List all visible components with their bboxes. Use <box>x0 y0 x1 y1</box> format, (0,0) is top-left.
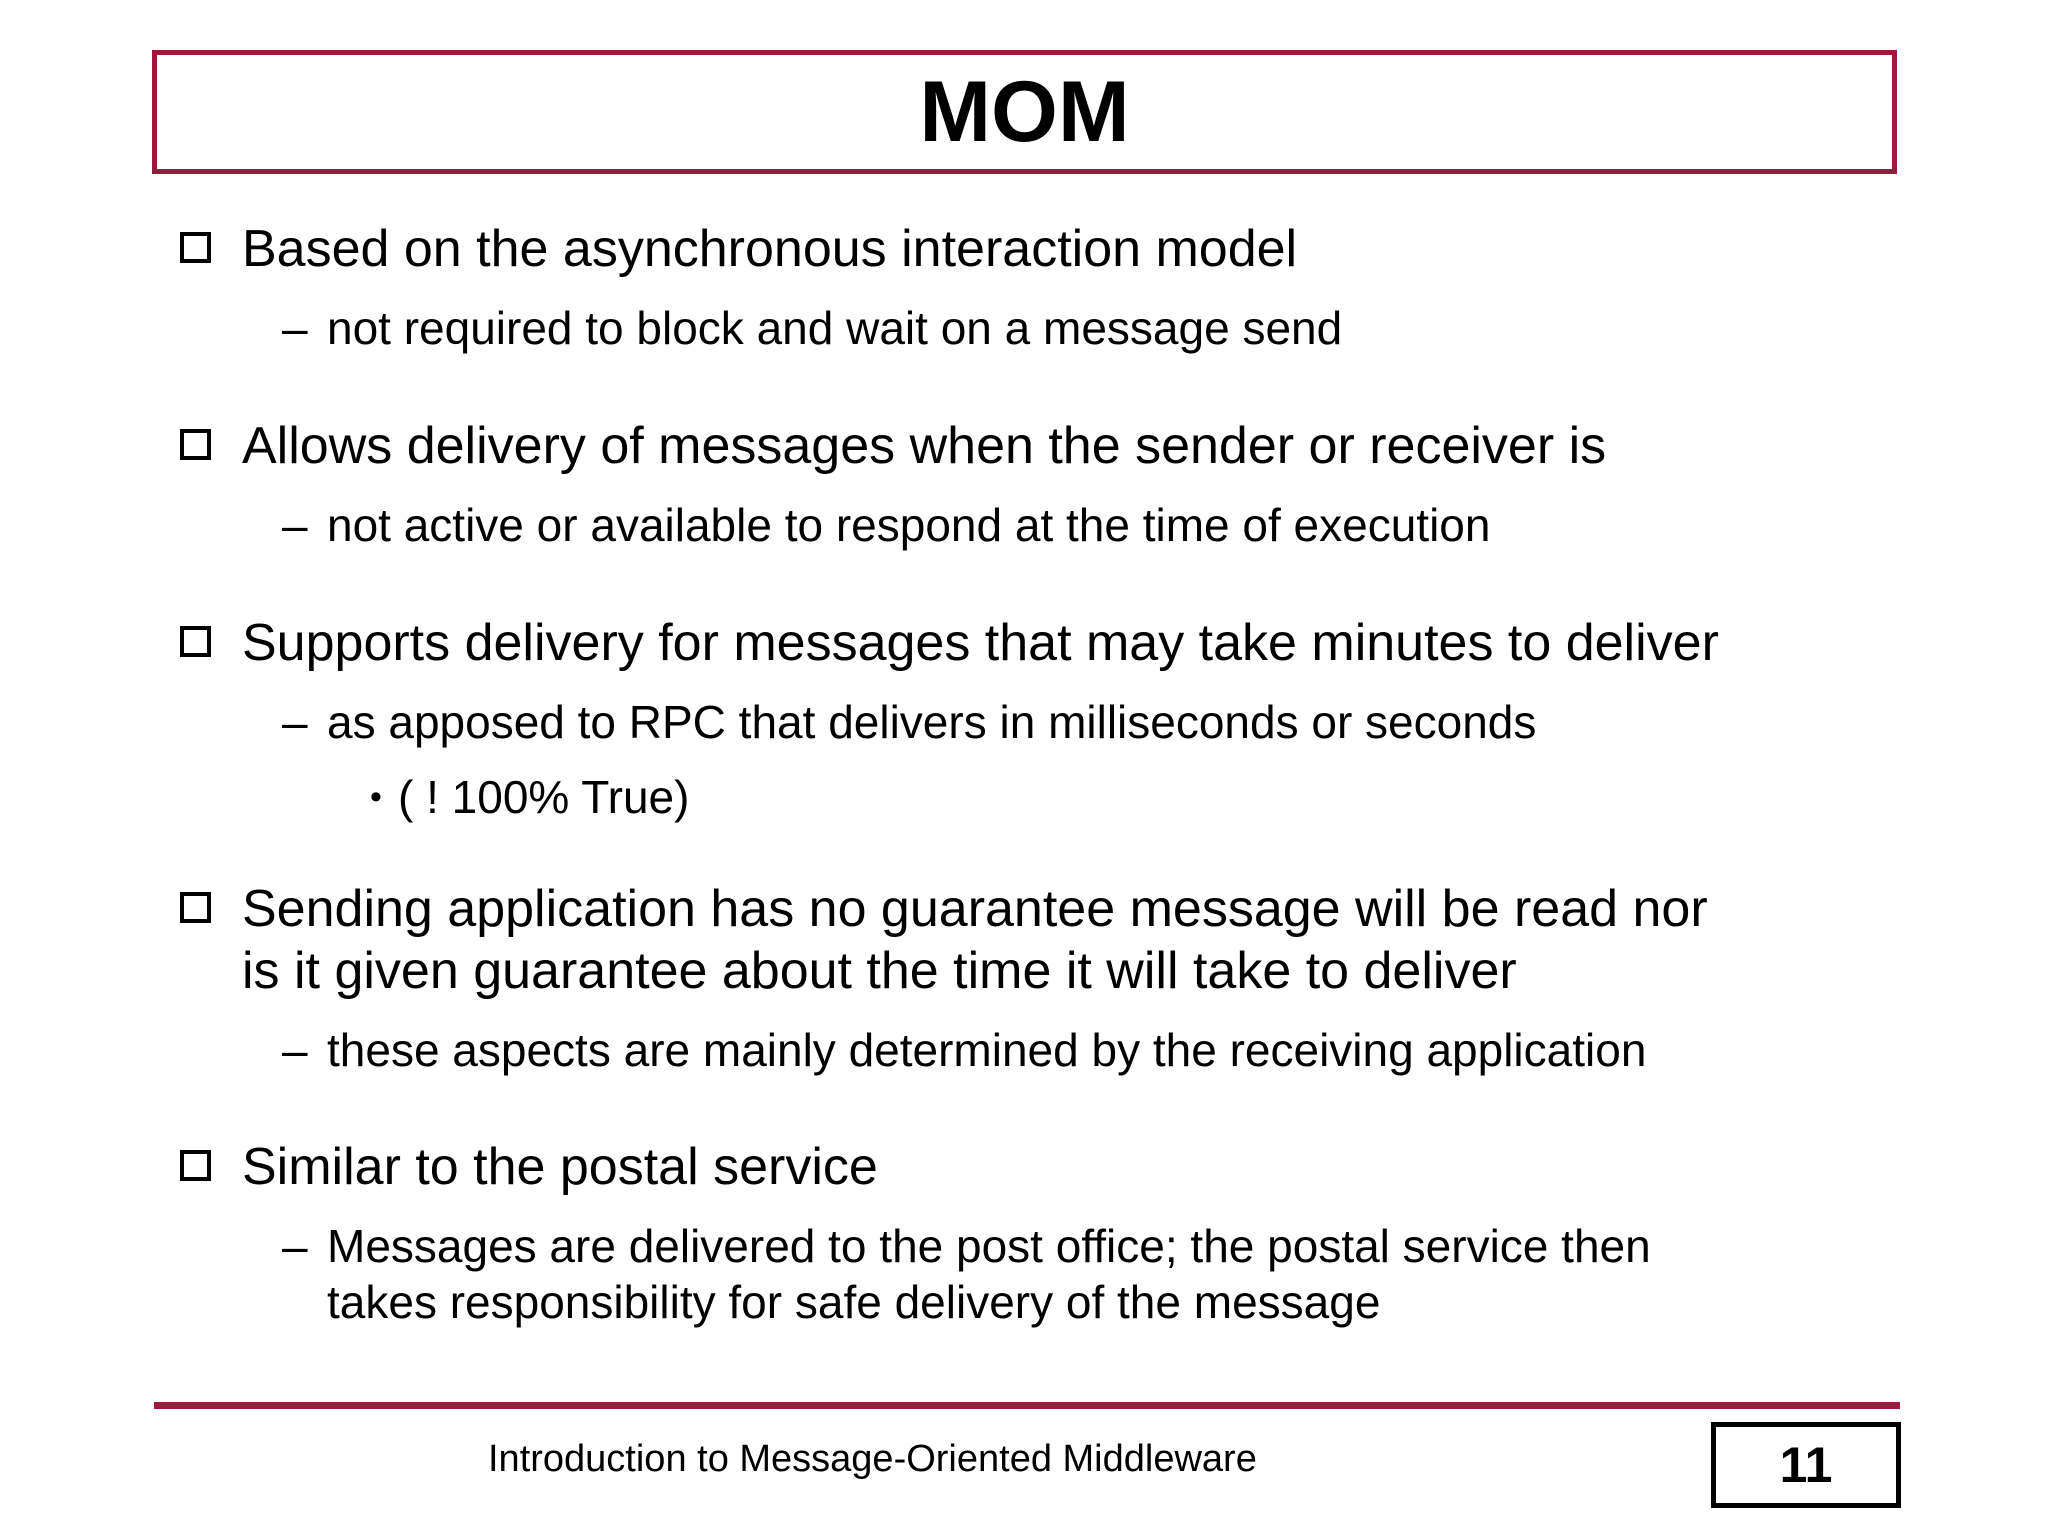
bullet-text: Supports delivery for messages that may take minutes to deliver <box>242 614 1719 672</box>
sub-bullet-text-line-1: Messages are delivered to the post office; the postal service then <box>327 1220 1651 1272</box>
dash-marker: – <box>282 1220 308 1272</box>
page-number: 11 <box>1779 1437 1833 1493</box>
sub-bullet-text: not required to block and wait on a message send <box>327 302 1343 354</box>
sub-bullet-text: not active or available to respond at the time of execution <box>327 499 1491 551</box>
page-number-box <box>1711 1422 1901 1508</box>
dash-marker: – <box>282 499 308 551</box>
checkbox-square-icon <box>180 626 211 657</box>
checkbox-square-icon <box>180 232 211 263</box>
checkbox-square-icon <box>180 1150 211 1181</box>
sub-sub-bullet-text: ( ! 100% True) <box>398 771 690 823</box>
bullet-text: Similar to the postal service <box>242 1138 878 1196</box>
dash-marker: – <box>282 1024 308 1076</box>
bullet-text-line-1: Sending application has no guarantee message will be read nor <box>242 880 1708 938</box>
slide-title: MOM <box>919 64 1130 160</box>
sub-bullet-text: as apposed to RPC that delivers in milliseconds or seconds <box>327 696 1537 748</box>
bullet-text: Allows delivery of messages when the sender or receiver is <box>242 417 1607 475</box>
dash-marker: – <box>282 696 308 748</box>
sub-bullet-text-line-2: takes responsibility for safe delivery of the message <box>327 1276 1381 1328</box>
dash-marker: – <box>282 302 308 354</box>
checkbox-square-icon <box>180 892 211 923</box>
footer-course-title: Introduction to Message-Oriented Middleware <box>488 1438 1257 1480</box>
dot-marker: • <box>370 778 382 816</box>
bullet-text-line-2: is it given guarantee about the time it will take to deliver <box>242 942 1517 1000</box>
sub-bullet-text: these aspects are mainly determined by the receiving application <box>327 1024 1647 1076</box>
bullet-text: Based on the asynchronous interaction model <box>242 220 1298 278</box>
checkbox-square-icon <box>180 429 211 460</box>
footer-divider <box>154 1402 1900 1409</box>
